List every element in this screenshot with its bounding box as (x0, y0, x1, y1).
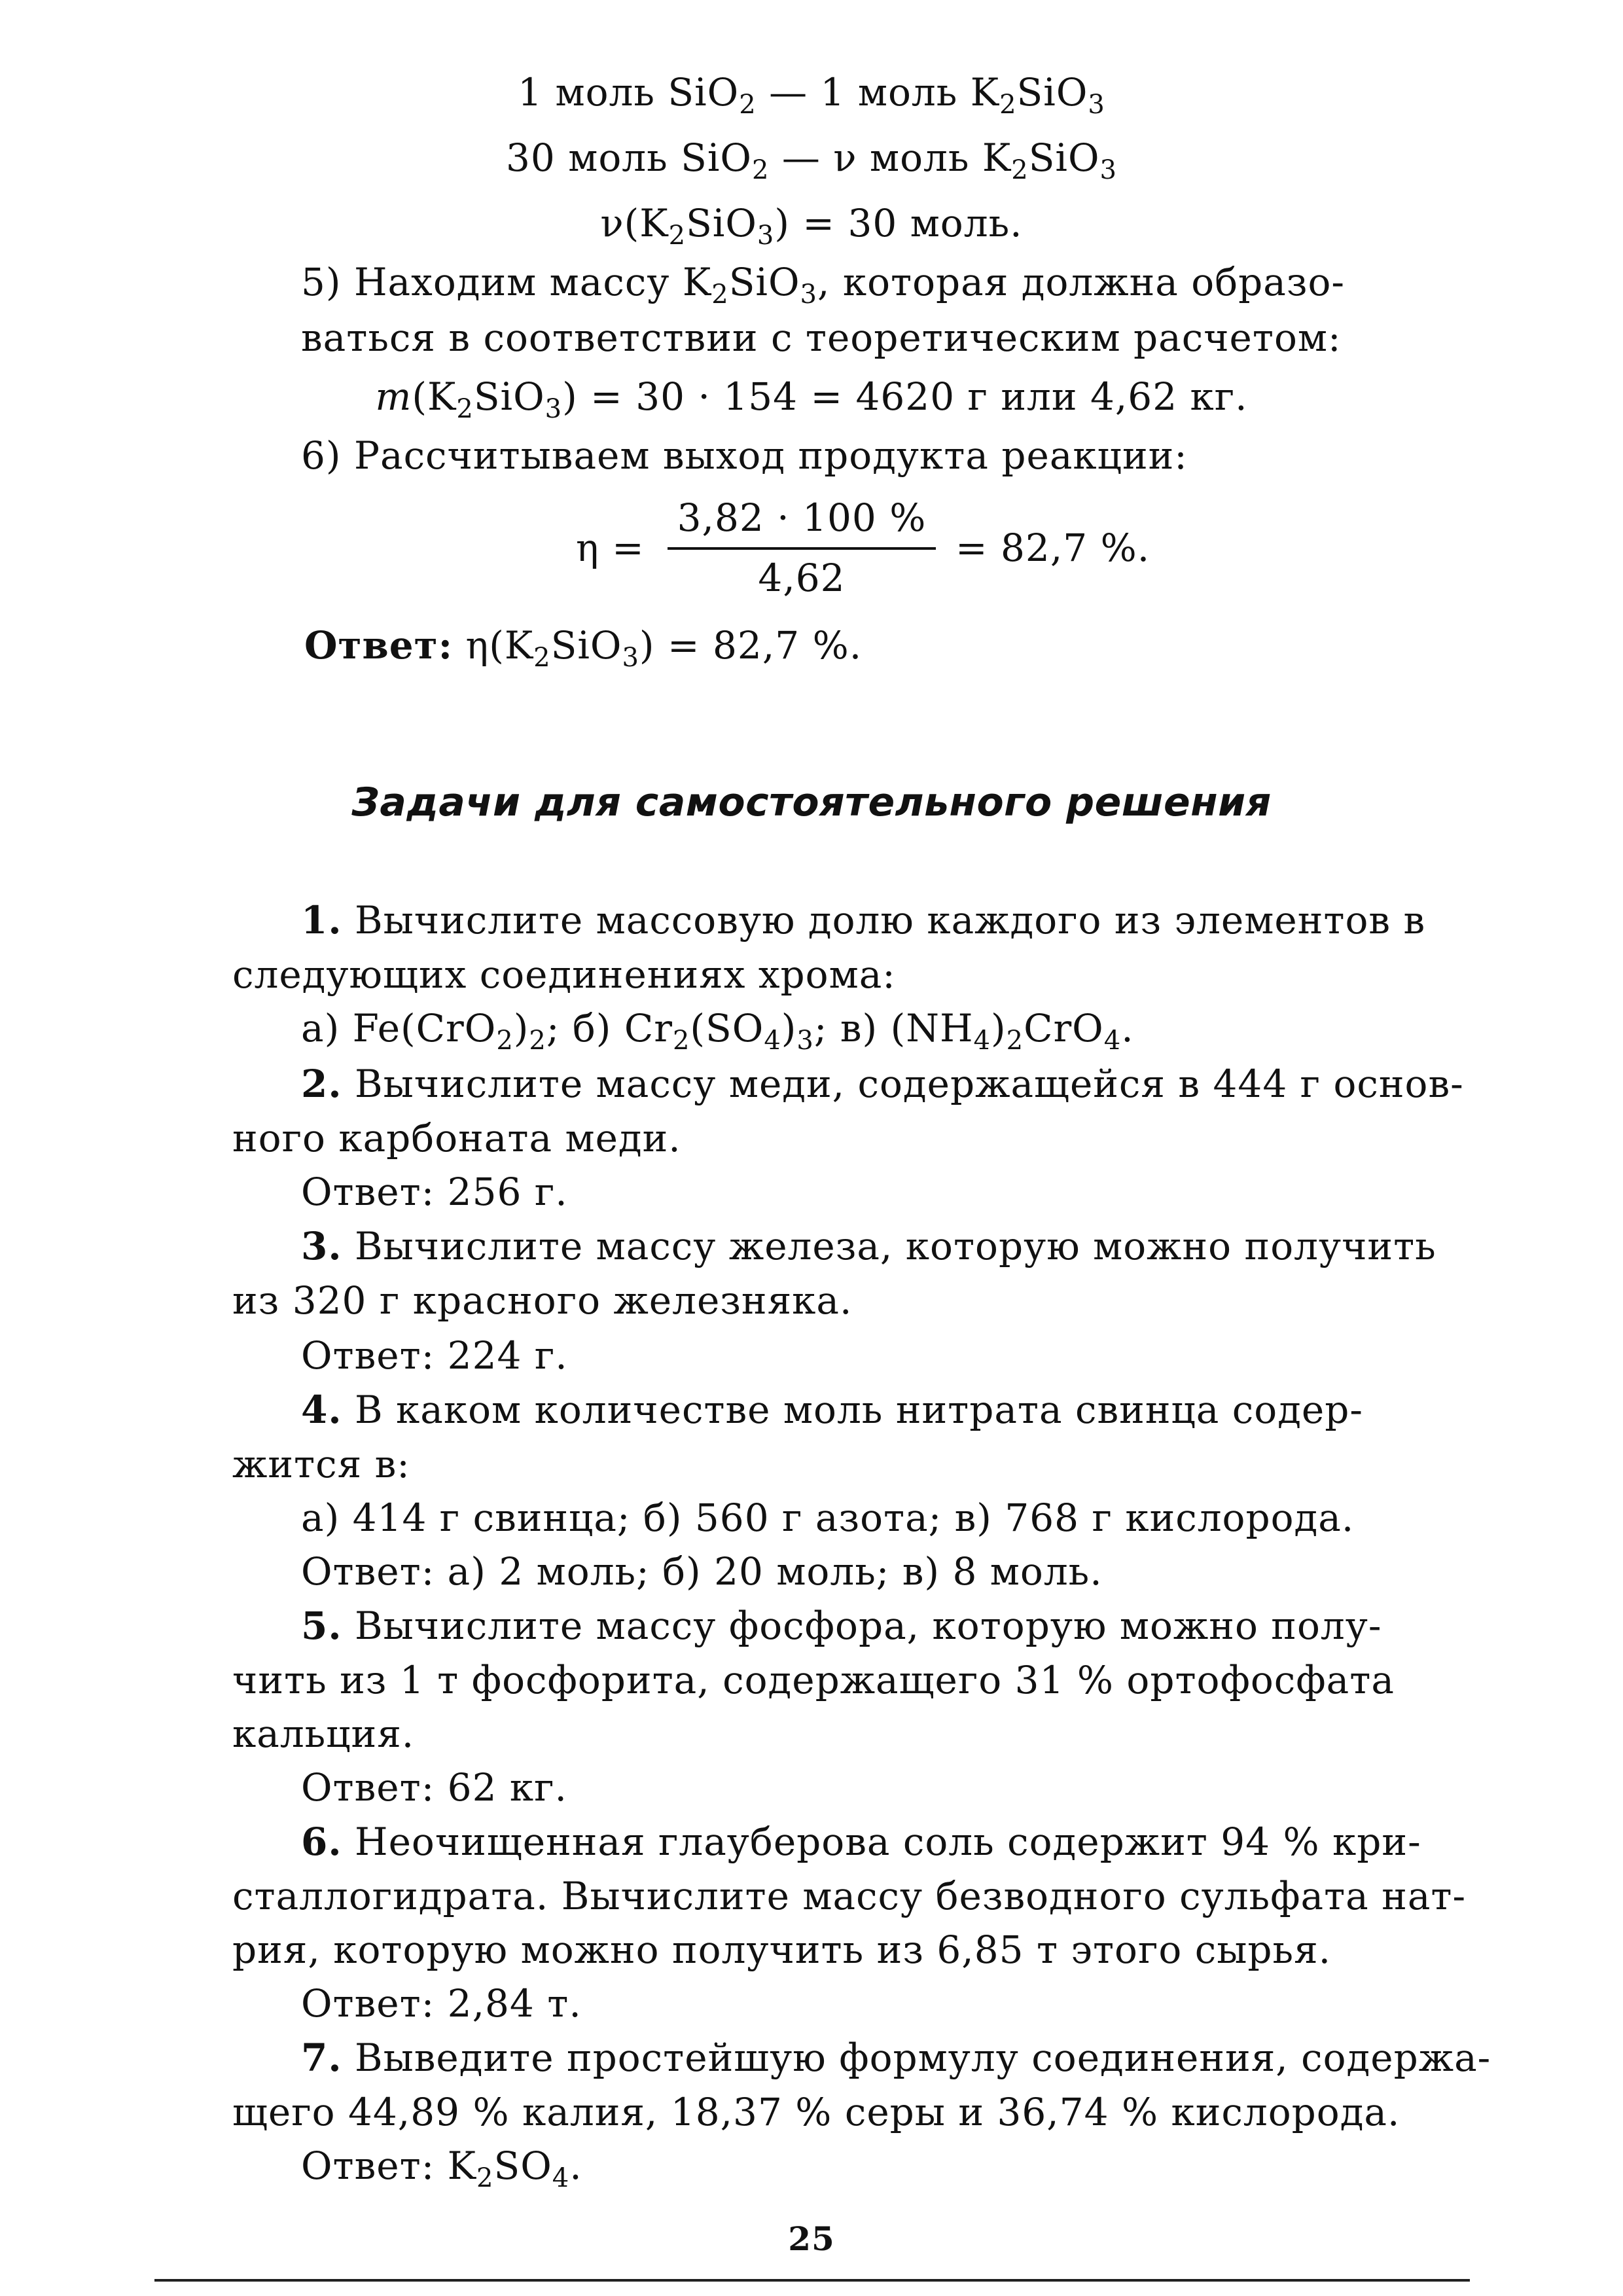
problem-2-line-2: ного карбоната меди. (232, 1116, 681, 1160)
mole-ratio-line-1: 1 моль SiO$_2$ — 1 моль $K_2SiO_3$ (518, 70, 1105, 120)
fraction-numerator: 3,82 · 100 % (677, 495, 927, 540)
step-5-calculation: $m(K_2SiO_3) = 30 \cdot 154 = 4620$ г или 4,62 кг. (375, 374, 1248, 424)
problem-3-answer: Ответ: 224 г. (301, 1333, 568, 1378)
problem-7-line-2: щего 44,89 % калия, 18,37 % серы и 36,74 % кислорода. (232, 2090, 1400, 2134)
fraction-denominator: 4,62 (758, 556, 846, 600)
mole-ratio-line-2: 30 моль SiO$_2$ — ν моль $K_2SiO_3$ (506, 135, 1117, 185)
problem-6-line-3: рия, которую можно получить из 6,85 т этого сырья. (232, 1928, 1332, 1972)
problem-6-answer: Ответ: 2,84 т. (301, 1981, 582, 2026)
problem-7-answer: Ответ: $K_2SO_4$. (301, 2144, 582, 2193)
mole-result-line: $\nu(K_2SiO_3) = 30$ моль. (600, 201, 1023, 251)
yield-formula (569, 491, 1224, 622)
section-heading: Задачи для самостоятельного решения (351, 780, 1272, 825)
solution-answer: Ответ: $\eta(K_2SiO_3) = 82,7$ %. (304, 623, 863, 673)
eta-symbol: η = (576, 526, 645, 570)
problem-5-line-3: кальция. (232, 1712, 415, 1756)
problem-2-answer: Ответ: 256 г. (301, 1170, 568, 1214)
problem-6-line-1: 6. Неочищенная глауберова соль содержит 94 % кри- (301, 1820, 1421, 1864)
problem-6-line-2: сталлогидрата. Вычислите массу безводного сульфата нат- (232, 1874, 1467, 1918)
step-5-line-1: 5) Находим массу $K_2SiO_3$, которая должна образо- (301, 260, 1345, 310)
problem-5-line-1: 5. Вычислите массу фосфора, которую можно полу- (301, 1604, 1382, 1648)
bottom-rule (154, 2279, 1470, 2282)
fraction-bar (668, 547, 936, 550)
problem-1-line-1: 1. Вычислите массовую долю каждого из элементов в (301, 898, 1426, 942)
problem-3-line-2: из 320 г красного железняка. (232, 1278, 853, 1323)
page-number: 25 (788, 2219, 835, 2258)
problem-2-line-1: 2. Вычислите массу меди, содержащейся в 444 г основ- (301, 1062, 1464, 1106)
problem-4-line-2: жится в: (232, 1442, 410, 1486)
problem-5-line-2: чить из 1 т фосфорита, содержащего 31 % ортофосфата (232, 1658, 1395, 1702)
problem-1-line-3: а) $Fe(CrO_2)_2$; б) $Cr_2(SO_4)_3$; в) $(NH_4)_2CrO_4$. (301, 1006, 1134, 1056)
problem-7-line-1: 7. Выведите простейшую формулу соединения, содержа- (301, 2036, 1491, 2080)
step-6-line: 6) Рассчитываем выход продукта реакции: (301, 433, 1188, 478)
problem-4-line-1: 4. В каком количестве моль нитрата свинца содер- (301, 1388, 1363, 1432)
problem-1-line-2: следующих соединениях хрома: (232, 952, 896, 997)
problem-3-line-1: 3. Вычислите массу железа, которую можно получить (301, 1224, 1436, 1268)
problem-4-line-3: а) 414 г свинца; б) 560 г азота; в) 768 г кислорода. (301, 1496, 1355, 1540)
step-5-line-2: ваться в соответствии с теоретическим расчетом: (301, 315, 1342, 360)
problem-5-answer: Ответ: 62 кг. (301, 1765, 567, 1810)
problem-4-answer: Ответ: а) 2 моль; б) 20 моль; в) 8 моль. (301, 1549, 1103, 1594)
yield-result: = 82,7 %. (955, 526, 1150, 570)
